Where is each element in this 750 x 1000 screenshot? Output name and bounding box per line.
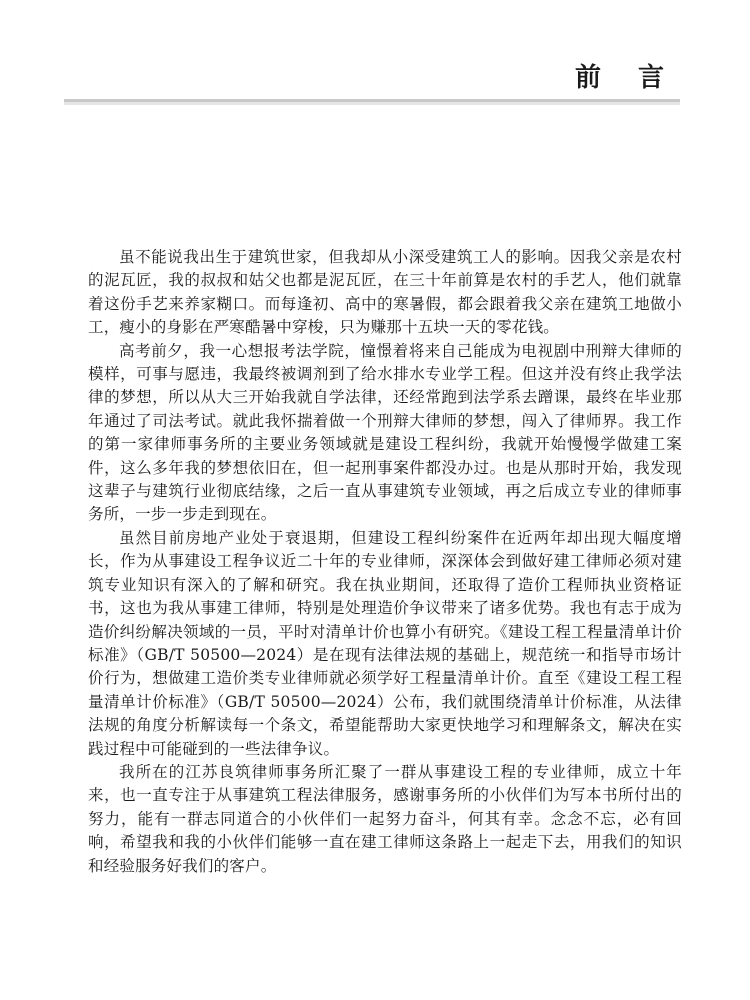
paragraph-3: 虽然目前房地产业处于衰退期，但建设工程纠纷案件在近两年却出现大幅度增长，作为从事建设工程争议近二十年的专业律师，深深体会到做好建工律师必须对建筑专业知识有深入的了解和研究。我在执业期间，还取得了造价工程师执业资格证书，这也为我从事建工律师，特别是处理造价争议带来了诸多优势。我也有志于成为造价纠纷解决领域的一员，平时对清单计价也算小有研究。《建设工程工程量清单计价标准》（GB/T 50500—2024）是在现有法律法规的基础上，规范统一和指导市场计价行为，想做建工造价类专业律师就必须学好工程量清单计价。直至《建设工程工程量清单计价标准》（GB/T 50500—2024）公布，我们就围绕清单计价标准，从法律法规的角度分析解读每一个条文，希望能帮助大家更快地学习和理解条文，解决在实践过程中可能碰到的一些法律争议。 — [88, 528, 682, 758]
page-title: 前 言 — [574, 63, 678, 93]
title-divider — [64, 99, 680, 105]
paragraph-2: 高考前夕，我一心想报考法学院，憧憬着将来自己能成为电视剧中刑辩大律师的模样，可事与愿违，我最终被调剂到了给水排水专业学工程。但这并没有终止我学法律的梦想，所以从大三开始我就自学法律，还经常跑到法学系去蹭课，最终在毕业那年通过了司法考试。就此我怀揣着做一个刑辩大律师的梦想，闯入了律师界。我工作的第一家律师事务所的主要业务领域就是建设工程纠纷，我就开始慢慢学做建工案件，这么多年我的梦想依旧在，但一起刑事案件都没办过。也是从那时开始，我发现这辈子与建筑行业彻底结缘，之后一直从事建筑专业领域，再之后成立专业的律师事务所，一步一步走到现在。 — [88, 341, 682, 524]
paragraph-4: 我所在的江苏良筑律师事务所汇聚了一群从事建设工程的专业律师，成立十年来，也一直专注于从事建筑工程法律服务，感谢事务所的小伙伴们为写本书所付出的努力，能有一群志同道合的小伙伴们一起努力奋斗，何其有幸。念念不忘，必有回响，希望我和我的小伙伴们能够一直在建工律师这条路上一起走下去，用我们的知识和经验服务好我们的客户。 — [88, 762, 682, 875]
paragraph-1: 虽不能说我出生于建筑世家，但我却从小深受建筑工人的影响。因我父亲是农村的泥瓦匠，我的叔叔和姑父也都是泥瓦匠，在三十年前算是农村的手艺人，他们就靠着这份手艺来养家糊口。而每逢初、高中的寒暑假，都会跟着我父亲在建筑工地做小工，瘦小的身影在严寒酷暑中穿梭，只为赚那十五块一天的零花钱。 — [88, 248, 682, 337]
preface-body — [88, 246, 682, 878]
